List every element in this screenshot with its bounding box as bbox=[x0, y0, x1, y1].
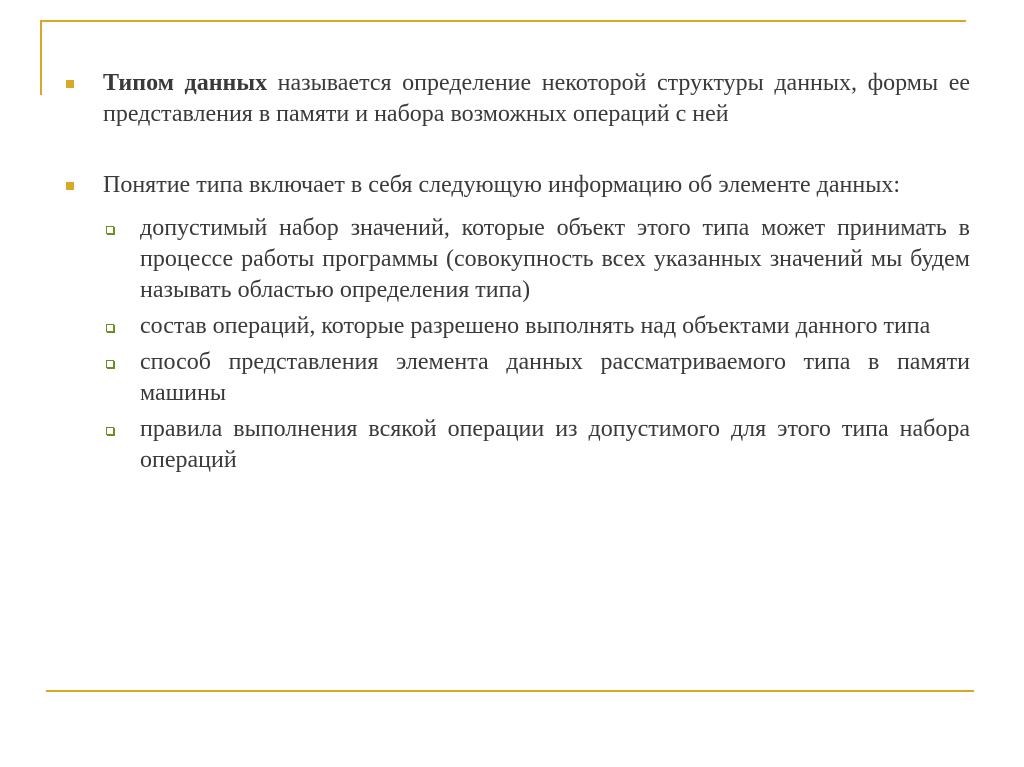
sub-item-values bbox=[103, 213, 970, 306]
hollow-square-bullet-icon bbox=[106, 324, 114, 332]
definition-term: Типом данных bbox=[103, 70, 268, 96]
sub-item-text: правила выполнения всякой операции из допустимого для этого типа набора операций bbox=[140, 416, 970, 473]
sub-item-text: состав операций, которые разрешено выполнять над объектами данного типа bbox=[140, 313, 931, 339]
bullet-item-definition bbox=[66, 68, 970, 130]
sub-item-operations bbox=[103, 311, 970, 342]
sub-item-rules bbox=[103, 414, 970, 476]
hollow-square-bullet-icon bbox=[106, 427, 114, 435]
bullet-item-type-info bbox=[66, 170, 970, 201]
sub-item-representation bbox=[103, 347, 970, 409]
slide-content bbox=[66, 68, 970, 481]
sub-list bbox=[66, 213, 970, 476]
bottom-rule bbox=[46, 690, 974, 692]
type-info-text: Понятие типа включает в себя следующую информацию об элементе данных: bbox=[103, 172, 901, 198]
square-bullet-icon bbox=[66, 80, 74, 88]
top-rule bbox=[40, 20, 966, 22]
hollow-square-bullet-icon bbox=[106, 360, 114, 368]
sub-item-text: допустимый набор значений, которые объект этого типа может принимать в процессе работы программы (совокупность всех указанных значений мы будем называть областью определения типа) bbox=[140, 215, 970, 303]
left-rule bbox=[40, 20, 42, 95]
sub-item-text: способ представления элемента данных рассматриваемого типа в памяти машины bbox=[140, 349, 970, 406]
hollow-square-bullet-icon bbox=[106, 226, 114, 234]
square-bullet-icon bbox=[66, 182, 74, 190]
definition-text: называется определение некоторой структуры данных, формы ее представления в памяти и набора возможных операций с ней bbox=[103, 70, 971, 127]
